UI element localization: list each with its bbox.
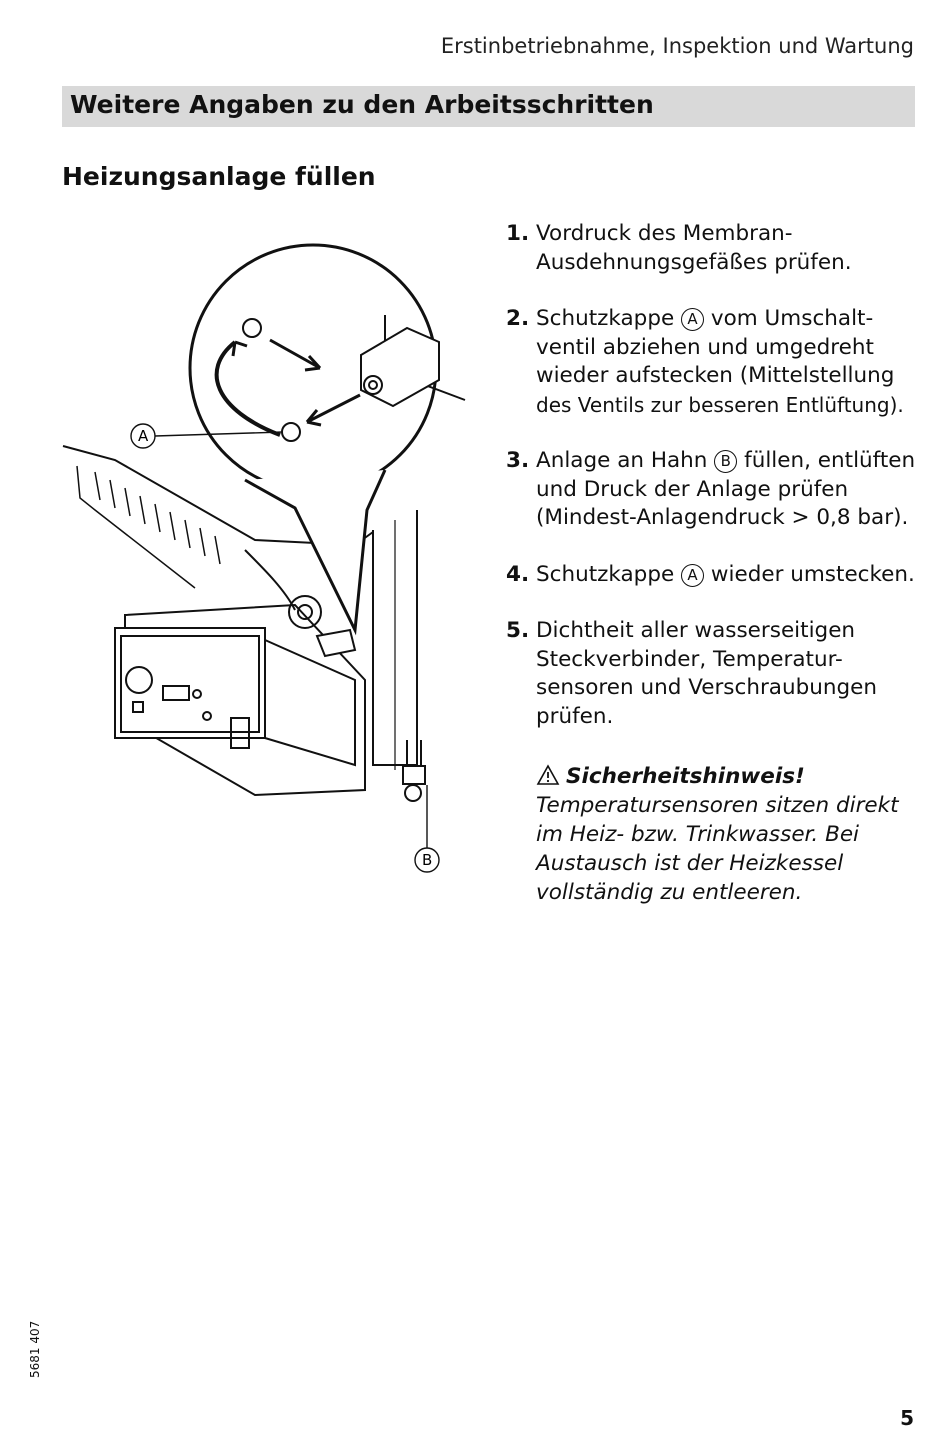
step-item	[506, 220, 926, 277]
running-header: Erstinbetriebnahme, Inspektion und Wartung	[440, 34, 914, 58]
step-list	[506, 220, 926, 759]
step-number: 4.	[506, 561, 530, 587]
warning-triangle-icon	[536, 764, 560, 786]
step-line: ventil abziehen und umgedreht	[536, 334, 874, 360]
step-text: wieder umstecken.	[710, 561, 915, 587]
step-item	[506, 305, 926, 419]
figure-label-a: A	[138, 427, 149, 445]
safety-line: vollständig zu entleeren.	[536, 880, 803, 905]
step-number: 5.	[506, 618, 530, 643]
step-line	[536, 447, 926, 476]
step-line: sensoren und Verschraubungen	[536, 675, 877, 700]
safety-heading-line	[536, 762, 921, 791]
step-item	[506, 617, 926, 731]
step-text: Schutzkappe	[536, 561, 675, 587]
marker-a: A	[681, 564, 704, 587]
step-line	[536, 561, 926, 590]
step-line: prüfen.	[536, 703, 614, 729]
safety-line: im Heiz- bzw. Trinkwasser. Bei	[536, 822, 860, 847]
marker-a: A	[681, 308, 704, 331]
subsection-title: Heizungsanlage füllen	[62, 162, 376, 191]
safety-line: Austausch ist der Heizkessel	[536, 851, 844, 876]
step-line: Vordruck des Membran-	[536, 221, 793, 246]
step-number: 1.	[506, 221, 530, 246]
step-text: füllen, entlüften	[744, 448, 916, 473]
step-number: 3.	[506, 448, 530, 473]
step-item	[506, 561, 926, 590]
step-text: Anlage an Hahn	[536, 448, 708, 473]
document-number: 5681 407	[28, 1320, 42, 1378]
step-line: Ausdehnungsgefäßes prüfen.	[536, 249, 852, 275]
safety-note	[536, 762, 921, 907]
step-item	[506, 447, 926, 533]
step-text: Schutzkappe	[536, 306, 675, 331]
step-line: Dichtheit aller wasserseitigen	[536, 618, 856, 643]
step-line: wieder aufstecken (Mittelstellung	[536, 363, 895, 388]
safety-line: Temperatursensoren sitzen direkt	[536, 793, 899, 818]
boiler-illustration	[55, 210, 475, 900]
step-line: (Mindest-Anlagendruck > 0,8 bar).	[536, 505, 909, 530]
step-number: 2.	[506, 306, 530, 331]
page-number: 5	[900, 1406, 914, 1430]
marker-b: B	[714, 450, 737, 473]
section-title: Weitere Angaben zu den Arbeitsschritten	[70, 90, 654, 119]
safety-heading: Sicherheitshinweis!	[566, 764, 805, 789]
step-line	[536, 305, 926, 334]
step-line: Steckverbinder, Temperatur-	[536, 646, 843, 672]
step-text: vom Umschalt-	[710, 306, 874, 331]
figure-label-b: B	[422, 851, 433, 869]
section-header-bar	[62, 86, 915, 127]
step-line: des Ventils zur besseren Entlüftung).	[536, 392, 904, 417]
step-line: und Druck der Anlage prüfen	[536, 476, 849, 502]
